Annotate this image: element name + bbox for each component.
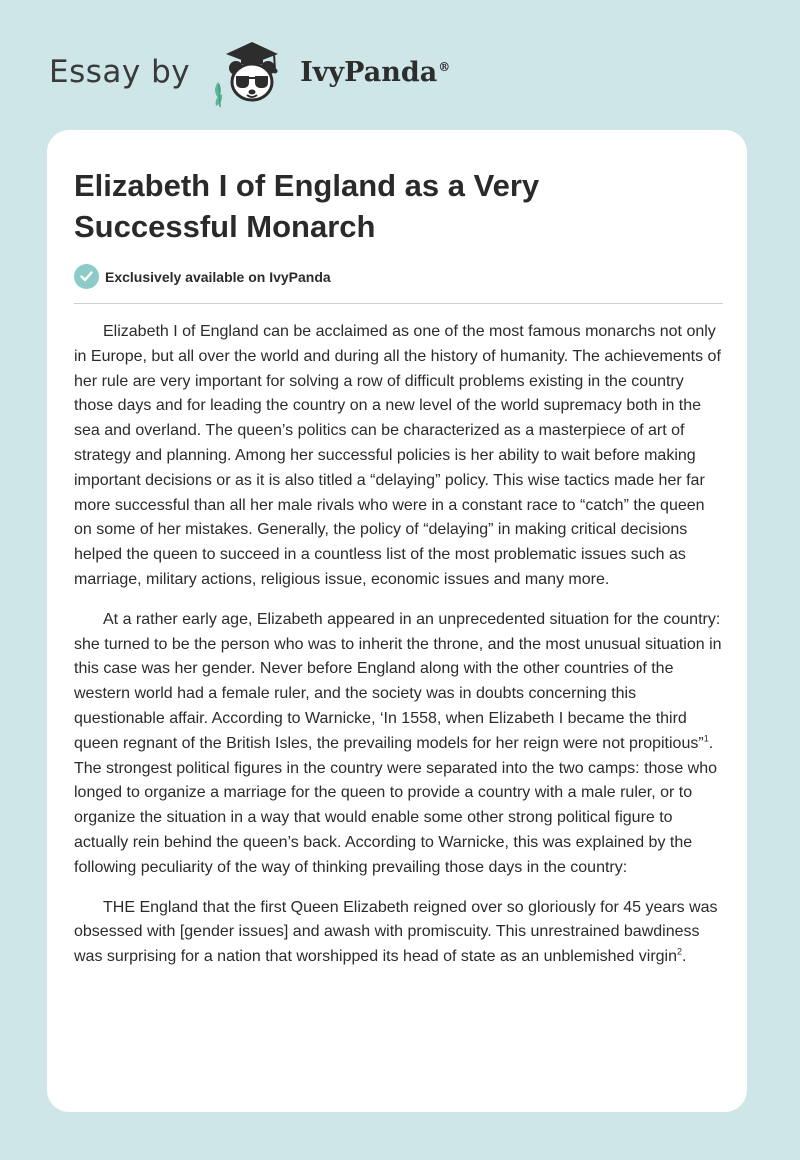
paragraph-text: Elizabeth I of England can be acclaimed as one of the most famous monarchs not only in Europe, but all over the world and during all the history of humanity. The achievements of her rule are very important for solving a row of difficult problems existing in the country those days and for leading the country on a new level of the world supremacy both in the sea and overland. The queen’s politics can be characterized as a masterpiece of art of strategy and planning. Among her successful policies is her ability to wait before making important decisions or as it is also titled a “delaying” policy. This wise tactics made her far more successful than all her male rivals who were in a constant race to “catch” the queen on some of her mistakes. Generally, the policy of “delaying” in making critical decisions helped the queen to succeed in a countless list of the most problematic issues such as marriage, military actions, religious issue, economic issues and many more. xyxy=(74,323,721,588)
paragraph xyxy=(74,608,726,881)
divider xyxy=(74,303,723,304)
essay-by-label: Essay by xyxy=(49,54,191,90)
trademark-symbol: ® xyxy=(438,59,451,74)
site-header xyxy=(49,36,450,108)
footnote-marker[interactable]: 2 xyxy=(677,946,683,957)
brand-name[interactable] xyxy=(300,57,450,88)
quote-text: . xyxy=(682,948,687,966)
essay-body xyxy=(74,320,726,985)
footnote-marker[interactable]: 1 xyxy=(703,733,709,744)
quote-text: THE England that the first Queen Elizabeth reigned over so gloriously for 45 years was obsessed with [gender issues] and awash with promiscuity. This unrestrained bawdiness was surprising for a nation that worshipped its head of state as an unblemished virgin xyxy=(74,898,718,966)
exclusive-label: Exclusively available on IvyPanda xyxy=(105,268,331,285)
panda-graduate-logo-icon[interactable] xyxy=(208,36,296,108)
check-circle-icon xyxy=(74,264,99,289)
exclusive-badge xyxy=(74,264,331,289)
essay-title: Elizabeth I of England as a Very Successful Monarch xyxy=(74,168,540,244)
paragraph-text: At a rather early age, Elizabeth appeared in an unprecedented situation for the country: she turned to be the person who was to inherit the throne, and the most unusual situation in this case was her gender. Never before England along with the other countries of the western world had a female ruler, and the society was in doubts concerning this questionable affair. According to Warnicke, ‘In 1558, when Elizabeth I became the third queen regnant of the British Isles, the prevailing models for her reign were not propitious” xyxy=(74,610,722,752)
paragraph xyxy=(74,320,726,593)
brand-name-text: IvyPanda xyxy=(300,56,438,88)
paragraph-text: . The strongest political figures in the country were separated into the two camps: those who longed to organize a marriage for the queen to provide a country with a male ruler, or to organize the situation in a way that would enable some other strong political figure to actually rein behind the queen’s back. According to Warnicke, this was explained by the following peculiarity of the way of thinking prevailing those days in the country: xyxy=(74,734,718,876)
block-quote xyxy=(74,896,726,970)
essay-card xyxy=(47,130,747,1112)
